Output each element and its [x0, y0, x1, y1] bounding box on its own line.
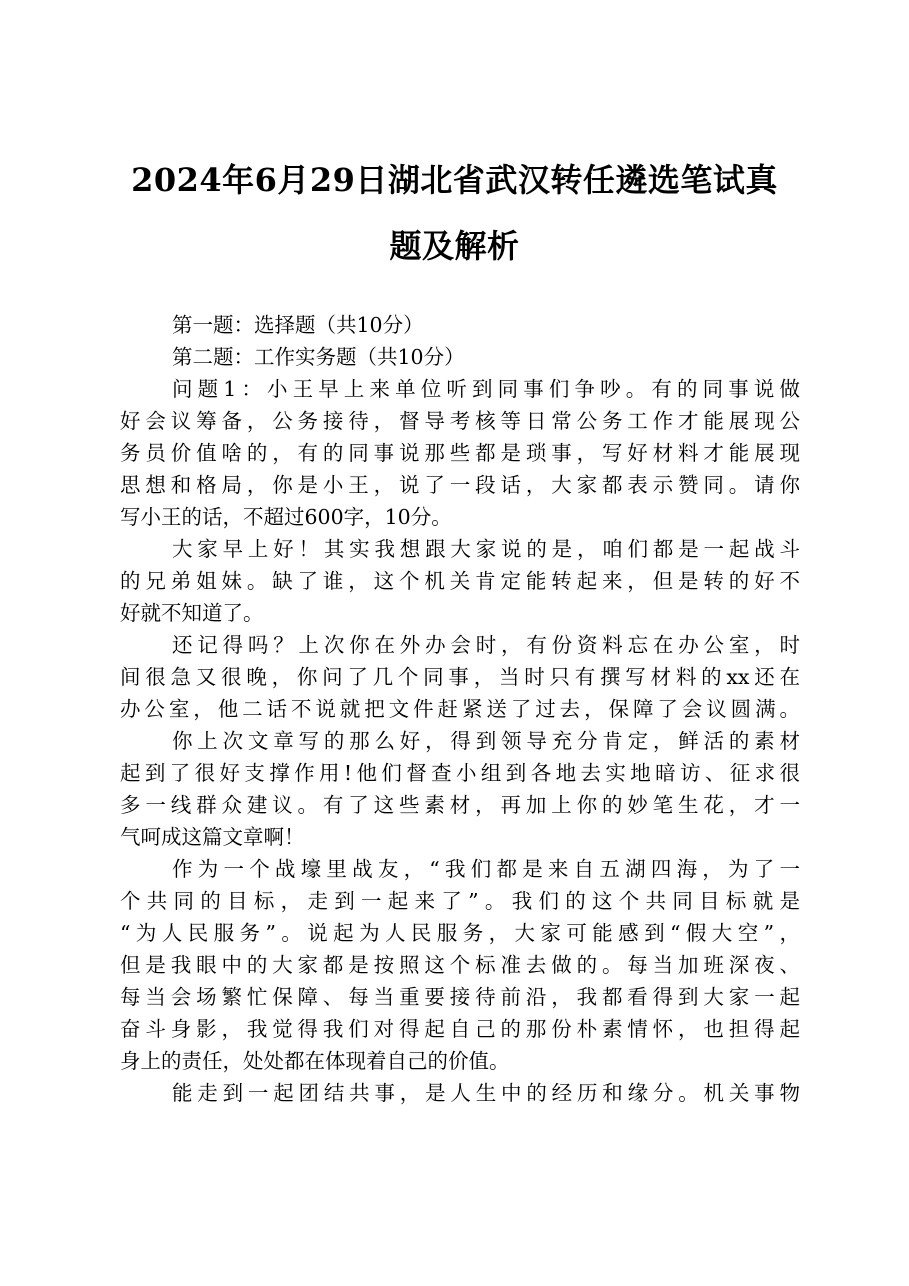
body-line: 每当会场繁忙保障、每当重要接待前沿，我都看得到大家一起: [120, 985, 800, 1009]
body-line: 个共同的目标，走到一起来了”。我们的这个共同目标就是: [120, 889, 800, 913]
body-line: 问题1：小王早上来单位听到同事们争吵。有的同事说做: [172, 377, 800, 401]
body-line: 奋斗身影，我觉得我们对得起自己的那份朴素情怀，也担得起: [120, 1017, 800, 1041]
body-line: 写小王的话，不超过600字，10分。: [120, 505, 452, 529]
body-line: 间很急又很晚，你问了几个同事，当时只有撰写材料的xx还在: [120, 665, 800, 689]
body-line: 好会议筹备，公务接待，督导考核等日常公务工作才能展现公: [120, 409, 800, 433]
body-line: 务员价值啥的，有的同事说那些都是琐事，写好材料才能展现: [120, 441, 800, 465]
body-line: 身上的责任，处处都在体现着自己的价值。: [120, 1049, 510, 1073]
body-line: 还记得吗？上次你在外办会时，有份资料忘在办公室，时: [172, 633, 800, 657]
body-line: 办公室，他二话不说就把文件赶紧送了过去，保障了会议圆满。: [120, 697, 800, 721]
body-line: 的兄弟姐妹。缺了谁，这个机关肯定能转起来，但是转的好不: [120, 569, 800, 593]
document-title-line2: 题及解析: [389, 227, 520, 265]
document-body: [120, 309, 800, 1109]
body-line: 第一题：选择题（共10分）: [172, 313, 424, 337]
body-line: 起到了很好支撑作用!他们督查小组到各地去实地暗访、征求很: [120, 761, 800, 785]
body-line: “为人民服务”。说起为人民服务，大家可能感到“假大空”，: [120, 921, 800, 945]
body-line: 但是我眼中的大家都是按照这个标准去做的。每当加班深夜、: [120, 953, 800, 977]
body-line: 好就不知道了。: [120, 601, 264, 625]
body-line: 能走到一起团结共事，是人生中的经历和缘分。机关事物: [172, 1081, 800, 1105]
body-line: 思想和格局，你是小王，说了一段话，大家都表示赞同。请你: [120, 473, 800, 497]
body-line: 多一线群众建议。有了这些素材，再加上你的妙笔生花，才一: [120, 793, 800, 817]
body-line: 气呵成这篇文章啊！: [120, 825, 305, 849]
body-line: 大家早上好！其实我想跟大家说的是，咱们都是一起战斗: [172, 537, 800, 561]
body-line: 你上次文章写的那么好，得到领导充分肯定，鲜活的素材: [172, 729, 800, 753]
body-line: 第二题：工作实务题（共10分）: [172, 345, 465, 369]
body-line: 作为一个战壕里战友，“我们都是来自五湖四海，为了一: [172, 857, 800, 881]
document-title-line1: 2024年6月29日湖北省武汉转任遴选笔试真: [131, 161, 778, 199]
